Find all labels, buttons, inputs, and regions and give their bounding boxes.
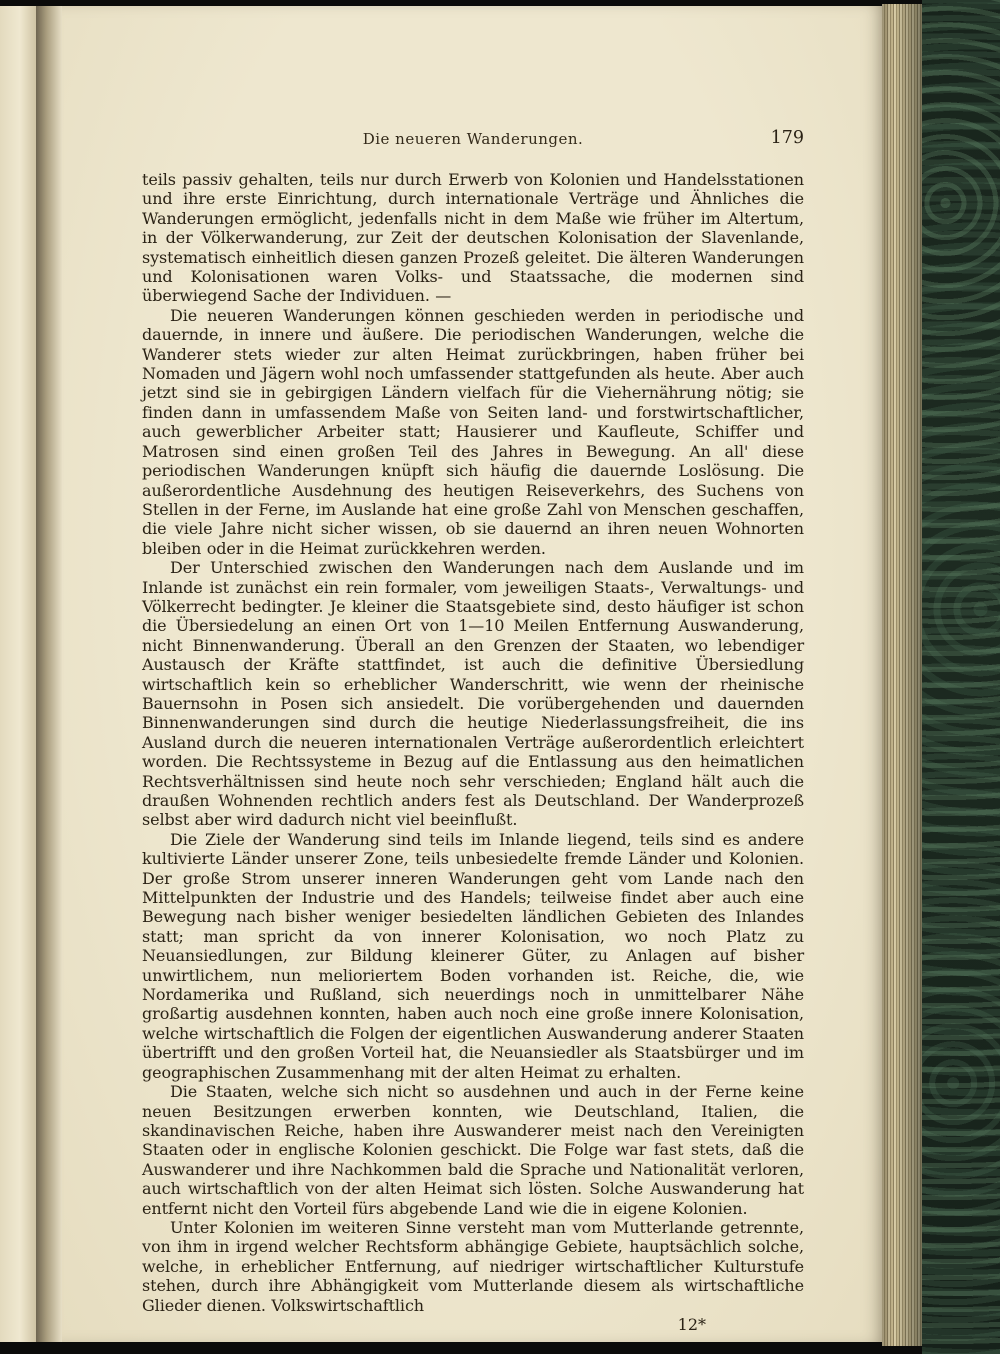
running-header — [142, 130, 804, 152]
gutter-shadow — [36, 6, 62, 1342]
text-column — [142, 130, 804, 1334]
running-header-title: Die neueren Wanderungen. — [362, 130, 584, 148]
paragraph: Unter Kolonien im weiteren Sinne versteht man vom Mutterlande getrennte, von ihm in irgend welcher Rechtsform abhängige Gebiete, hauptsächlich solche, welche, in erheblicher Entfernung, auf niedriger wirtschaftlicher Kulturstufe stehen, durch ihre Abhängigkeit vom Mutterlande diesem als wirtschaftliche Glieder dienen. Volkswirtschaftlich — [142, 1217, 804, 1315]
paragraph: Der Unterschied zwischen den Wanderungen nach dem Auslande und im Inlande ist zunächst ein rein formaler, vom jeweiligen Staats-, Verwaltungs- und Völkerrecht bedingter. Je kleiner die Staatsgebiete sind, desto häufiger ist schon die Übersiedelung an einen Ort von 1—10 Meilen Entfernung Auswanderung, nicht Binnenwanderung. Überall an den Grenzen der Staaten, wo lebendiger Austausch der Kräfte stattfindet, ist auch die definitive Übersiedlung wirtschaftlich kein so erheblicher Wanderschritt, wie wenn der rheinische Bauernsohn in Posen sich ansiedelt. Die vorübergehenden und dauernden Binnenwanderungen sind durch die heutige Niederlassungsfreiheit, die ins Ausland durch die neueren internationalen Verträge außerordentlich erleichtert worden. Die Rechtssysteme in Bezug auf die Entlassung aus den heimatlichen Rechtsverhältnissen sind heute noch sehr verschieden; England hält auch die draußen Wohnenden rechtlich anders fest als Deutschland. Der Wanderprozeß selbst aber wird dadurch nicht viel beeinflußt. — [142, 558, 804, 830]
paragraph: teils passiv gehalten, teils nur durch Erwerb von Kolonien und Handelsstationen und ihre erste Einrichtung, durch internationale Verträge und Ähnliches die Wanderungen ermöglicht, jedenfalls nicht in dem Maße wie früher im Altertum, in der Völkerwanderung, zur Zeit der deutschen Kolonisation der Slavenlande, systematisch einheitlich diesen ganzen Prozeß geleitet. Die älteren Wanderungen und Kolonisationen waren Volks- und Staatssache, die modernen sind überwiegend Sache der Individuen. — — [142, 170, 804, 306]
book-page — [62, 6, 882, 1342]
page-edges-stack — [882, 4, 922, 1346]
paragraph: Die Staaten, welche sich nicht so ausdehnen und auch in der Ferne keine neuen Besitzungen erwerben konnten, wie Deutschland, Italien, die skandinavischen Reiche, haben ihre Auswanderer meist nach den Vereinigten Staaten oder in englische Kolonien geschickt. Die Folge war fast stets, daß die Auswanderer und ihre Nachkommen bald die Sprache und Nationalität verloren, auch wirtschaftlich von der alten Heimat sich lösten. Solche Auswanderung hat entfernt nicht den Vorteil fürs abgebende Land wie die in eigene Kolonien. — [142, 1082, 804, 1218]
opposite-page-edge — [0, 6, 36, 1342]
book-cover-marbled — [922, 0, 1000, 1354]
signature-mark: 12* — [677, 1314, 706, 1334]
page-number: 179 — [770, 128, 804, 148]
paragraph: Die neueren Wanderungen können geschieden werden in periodische und dauernde, in innere und äußere. Die periodischen Wanderungen, welche die Wanderer stets wieder zur alten Heimat zurückbringen, haben früher bei Nomaden und Jägern wohl noch umfassender stattgefunden als heute. Aber auch jetzt sind sie in gebirgigen Ländern vielfach für die Viehernährung nötig; sie finden dann in umfassendem Maße von Seiten land- und forstwirtschaftlicher, auch gewerblicher Arbeiter statt; Hausierer und Kaufleute, Schiffer und Matrosen sind einen großen Teil des Jahres in Bewegung. An all' diese periodischen Wanderungen knüpft sich häufig die dauernde Loslösung. Die außerordentliche Ausdehnung des heutigen Reiseverkehrs, des Suchens von Stellen in der Ferne, im Auslande hat eine große Zahl von Menschen geschaffen, die viele Jahre nicht sicher wissen, ob sie dauernd an ihren neuen Wohnorten bleiben oder in die Heimat zurückkehren werden. — [142, 305, 804, 558]
page-body-text — [142, 170, 804, 1315]
paragraph: Die Ziele der Wanderung sind teils im Inlande liegend, teils sind es andere kultivierte Länder unserer Zone, teils unbesiedelte fremde Länder und Kolonien. Der große Strom unserer inneren Wanderungen geht vom Lande nach den Mittelpunkten der Industrie und des Handels; teilweise findet aber auch eine Bewegung nach bisher weniger besiedelten ländlichen Gebieten des Inlandes statt; man spricht da von innerer Kolonisation, wo noch Platz zu Neuansiedlungen, zur Bildung kleinerer Güter, zu Anlagen auf bisher unwirtlichem, nun melioriertem Boden vorhanden ist. Reiche, die, wie Nordamerika und Rußland, sich neuerdings noch in unmittelbarer Nähe großartig ausdehnen konnten, haben auch noch eine große innere Kolonisation, welche wirtschaftlich die Folgen der eigentlichen Auswanderung anderer Staaten übertrifft und den großen Vorteil hat, die Neuansiedler als Staatsbürger und im geographischen Zusammenhang mit der alten Heimat zu erhalten. — [142, 829, 804, 1082]
